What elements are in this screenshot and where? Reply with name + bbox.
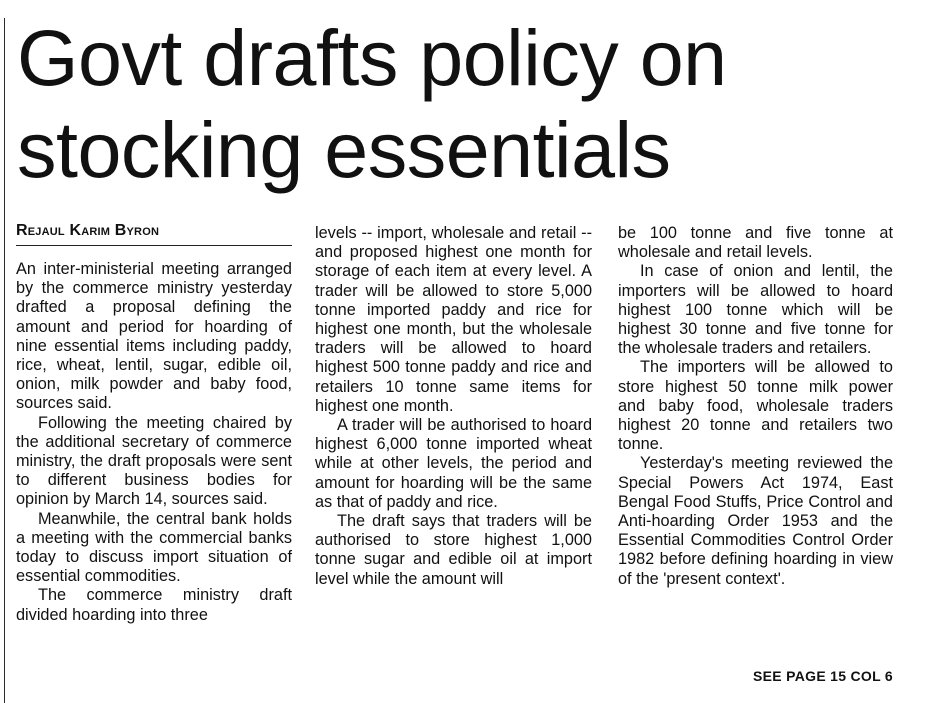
paragraph: The draft says that traders will be authorised to store highest 1,000 tonne sugar and edible oil at import level while the amount will bbox=[315, 512, 592, 588]
continuation-jump-line: SEE PAGE 15 COL 6 bbox=[753, 668, 893, 684]
paragraph: be 100 tonne and five tonne at wholesale and retail levels. bbox=[618, 224, 893, 262]
column-rule bbox=[4, 18, 5, 703]
article-column-2 bbox=[315, 224, 592, 589]
paragraph: levels -- import, wholesale and retail -- and proposed highest one month for storage of each item at every level. A trader will be allowed to store 5,000 tonne imported paddy and rice for highest one month, but the wholesale traders will be allowed to hoard highest 500 tonne paddy and rice and retailers 10 tonne same items for highest one month. bbox=[315, 224, 592, 415]
paragraph: Meanwhile, the central bank holds a meeting with the commercial banks today to discuss import situation of essential commodities. bbox=[16, 509, 292, 586]
paragraph: Following the meeting chaired by the additional secretary of commerce ministry, the draft proposals were sent to different business bodies for opinion by March 14, sources said. bbox=[16, 413, 292, 509]
article-column-3 bbox=[618, 224, 893, 589]
paragraph: Yesterday's meeting reviewed the Special Powers Act 1974, East Bengal Food Stuffs, Price Control and Anti-hoarding Order 1953 and the Essential Commodities Control Order 1982 before defining hoarding in view of the 'present context'. bbox=[618, 454, 893, 588]
headline: Govt drafts policy on stocking essentials bbox=[17, 13, 727, 194]
article-column-1 bbox=[16, 260, 292, 625]
paragraph: The commerce ministry draft divided hoarding into three bbox=[16, 586, 292, 624]
paragraph: An inter-ministerial meeting arranged by the commerce ministry yesterday drafted a proposal defining the amount and period for hoarding of nine essential items including paddy, rice, wheat, lentil, sugar, edible oil, onion, milk powder and baby food, sources said. bbox=[16, 260, 292, 413]
paragraph: In case of onion and lentil, the importers will be allowed to hoard highest 100 tonne which will be highest 30 tonne and five tonne for the wholesale traders and retailers. bbox=[618, 262, 893, 358]
paragraph: A trader will be authorised to hoard highest 6,000 tonne imported wheat while at other levels, the period and amount for hoarding will be the same as that of paddy and rice. bbox=[315, 416, 592, 511]
byline: Rejaul Karim Byron bbox=[16, 222, 292, 246]
paragraph: The importers will be allowed to store highest 50 tonne milk power and baby food, wholesale traders highest 20 tonne and retailers two tonne. bbox=[618, 358, 893, 454]
